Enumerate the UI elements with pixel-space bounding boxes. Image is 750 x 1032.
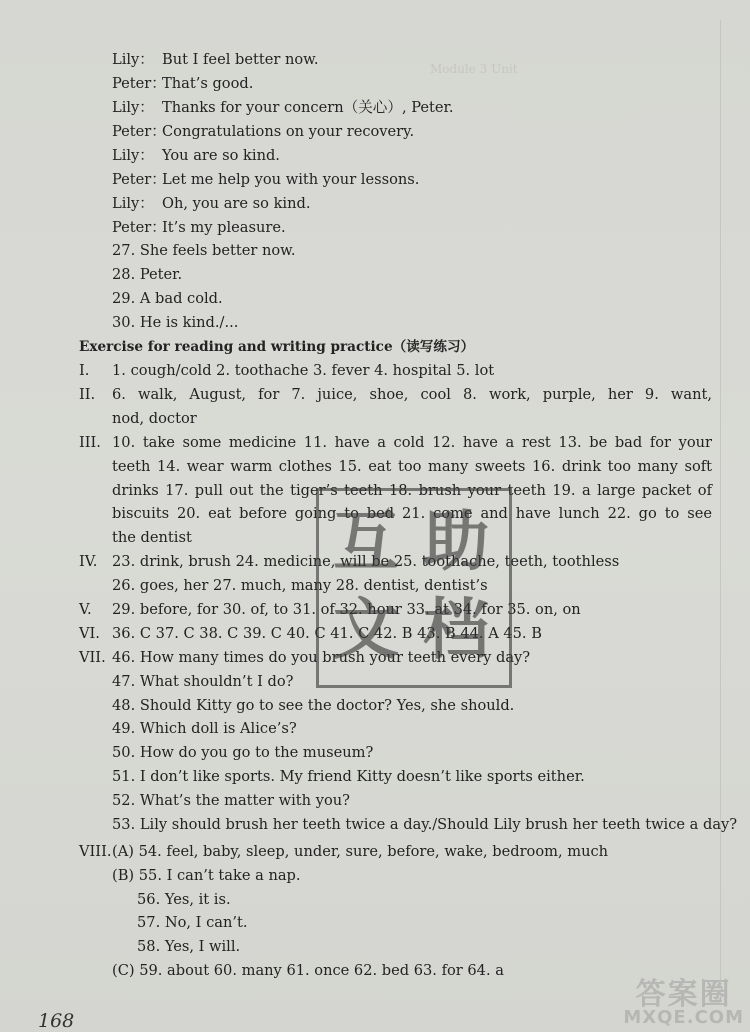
bleed-through-text: Module 3 Unit [430,62,518,76]
section-numeral: IV. [79,553,98,570]
stamp-char: 助 [423,503,489,580]
section-answer-line: 10. take some medicine 11. have a cold 12. have a rest 13. be bad for your [112,434,712,451]
dialogue-speaker: Lily： [112,195,154,212]
stamp-char: 档 [423,591,489,668]
dialogue-text: Oh, you are so kind. [162,195,311,212]
section-answer-line: 56. Yes, it is. [137,890,231,908]
section-answer-line: 26. goes, her 27. much, many 28. dentist, dentist’s [112,576,488,594]
dialogue-text: Let me help you with your lessons. [162,171,420,188]
answer-line: 29. A bad cold. [112,290,223,307]
section-answer-line: (B) 55. I can’t take a nap. [112,866,301,884]
dialogue-speaker: Lily： [112,51,154,68]
section-answer-line: 6. walk, August, for 7. juice, shoe, cool 8. work, purple, her 9. want, [112,386,712,403]
watermark-line1: 答案圈 [635,977,732,1012]
stamp-char: 文 [333,591,399,668]
dialogue-text: That’s good. [162,75,254,92]
section-answer-line: 36. C 37. C 38. C 39. C 40. C 41. C 42. B 43. B 44. A 45. B [112,625,542,642]
section-answer-line: 1. cough/cold 2. toothache 3. fever 4. hospital 5. lot [112,362,495,379]
section-answer-line: biscuits 20. eat before going to bed 21. come and have lunch 22. go to see [112,505,712,523]
section-answer-line: 52. What’s the matter with you? [112,791,350,809]
section-numeral: VI. [79,625,100,642]
answer-line: 27. She feels better now. [112,242,296,259]
section-answer-line: 46. How many times do you brush your teeth every day? [112,649,531,666]
section-answer-line: drinks 17. pull out the tiger’s teeth 18. brush your teeth 19. a large packet of [112,481,712,499]
section-answer-line: 50. How do you go to the museum? [112,744,374,762]
dialogue-speaker: Lily： [112,99,154,116]
section-answer-line: teeth 14. wear warm clothes 15. eat too many sweets 16. drink too many soft [112,457,712,475]
page-number: 168 [38,1010,75,1032]
section-answer-line: the dentist [112,529,192,547]
section-answer-line: 49. Which doll is Alice’s? [112,720,297,738]
section-answer-line: 53. Lily should brush her teeth twice a day./Should Lily brush her teeth twice a day? [112,815,738,833]
section-answer-line: 57. No, I can’t. [137,914,248,932]
section-answer-line: 51. I don’t like sports. My friend Kitty doesn’t like sports either. [112,768,585,785]
section-answer-line: 23. drink, brush 24. medicine, will be 25. toothache, teeth, toothless [112,553,620,570]
dialogue-speaker: Lily： [112,147,154,164]
section-numeral: VIII. [79,843,112,860]
dialogue-speaker: Peter： [112,219,166,236]
section-answer-line: (A) 54. feel, baby, sleep, under, sure, before, wake, bedroom, much [112,843,609,860]
section-answer-line: 29. before, for 30. of, to 31. of 32. hour 33. at 34. for 35. on, on [112,601,581,618]
section-answer-line: nod, doctor [112,409,197,427]
stamp-char: 互 [333,503,399,580]
section-numeral: VII. [79,649,106,666]
section-numeral: V. [79,601,92,618]
watermark-logo [623,969,744,1028]
stamp-mark [316,488,512,688]
dialogue-text: But I feel better now. [162,51,319,68]
dialogue-text: It’s my pleasure. [162,219,286,236]
page-fold-line [720,20,721,980]
dialogue-speaker: Peter： [112,75,166,92]
section-answer-line: 47. What shouldn’t I do? [112,672,294,690]
section-answer-line: (C) 59. about 60. many 61. once 62. bed 63. for 64. a [112,962,504,979]
answer-line: 28. Peter. [112,266,183,283]
dialogue-text: Congratulations on your recovery. [162,123,415,140]
section-heading: Exercise for reading and writing practice（读写练习） [79,339,475,355]
watermark-line2: MXQE.COM [623,1007,744,1028]
section-answer-line: 48. Should Kitty go to see the doctor? Yes, she should. [112,696,515,714]
dialogue-speaker: Peter： [112,171,166,188]
answer-line: 30. He is kind./... [112,314,239,331]
dialogue-text: Thanks for your concern（关心）, Peter. [162,99,454,116]
dialogue-speaker: Peter： [112,123,166,140]
section-numeral: II. [79,386,96,403]
section-numeral: I. [79,362,90,379]
section-answer-line: 58. Yes, I will. [137,938,241,956]
dialogue-text: You are so kind. [162,147,280,164]
section-numeral: III. [79,434,101,451]
